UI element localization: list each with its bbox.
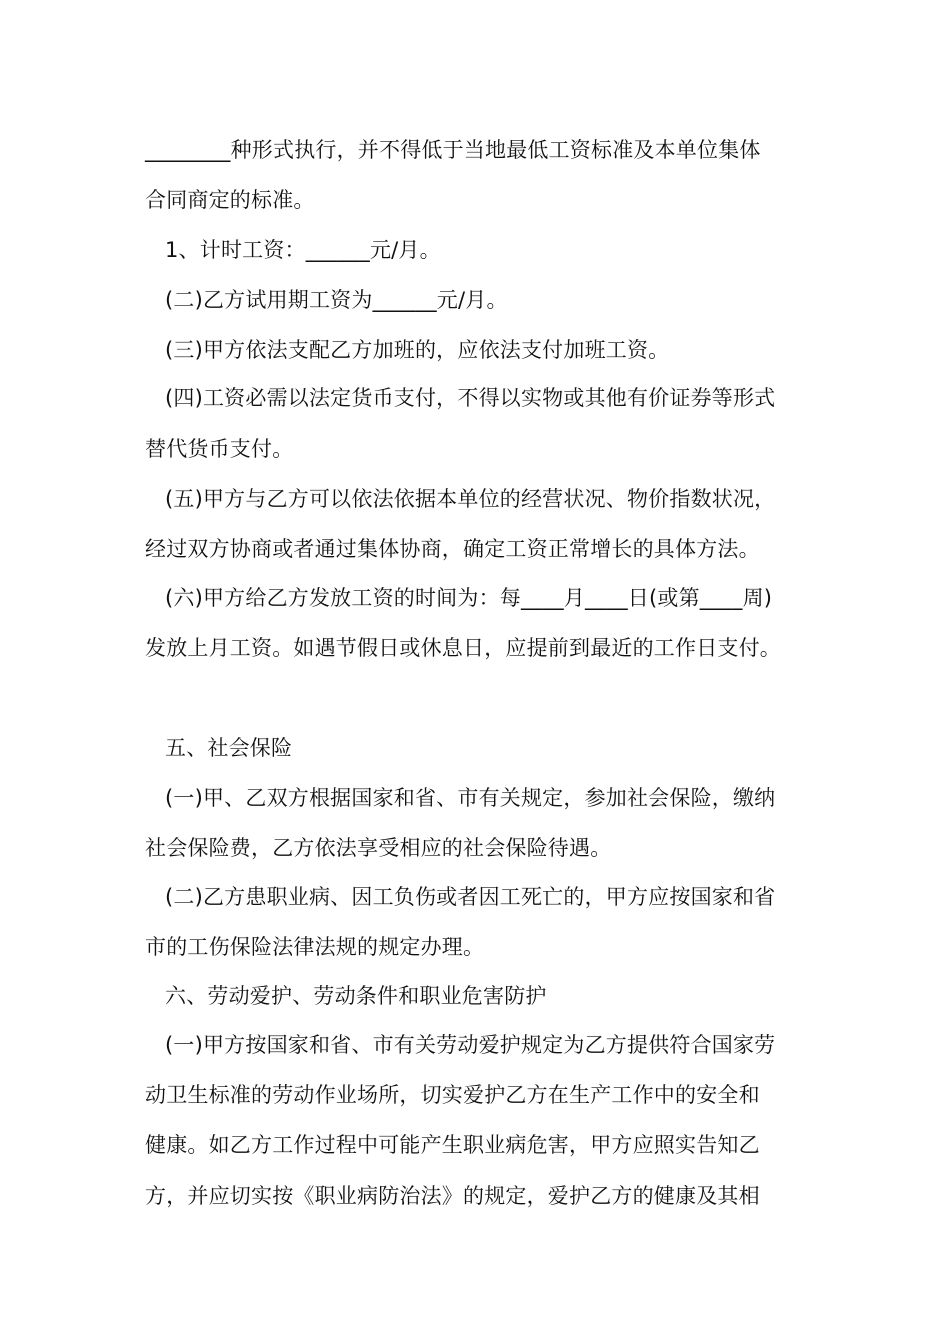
text-line: (一)甲方按国家和省、市有关劳动爱护规定为乙方提供符合国家劳 bbox=[165, 1033, 776, 1057]
section-heading: 五、社会保险 bbox=[165, 736, 293, 760]
text-line: (二)乙方试用期工资为______元/月。 bbox=[165, 288, 508, 312]
text-line: (三)甲方依法支配乙方加班的，应依法支付加班工资。 bbox=[165, 338, 670, 362]
text-line: (二)乙方患职业病、因工负伤或者因工死亡的，甲方应按国家和省 bbox=[165, 885, 776, 909]
text-line: ________种形式执行，并不得低于当地最低工资标准及本单位集体 bbox=[145, 138, 761, 162]
text-line: 经过双方协商或者通过集体协商，确定工资正常增长的具体方法。 bbox=[145, 537, 760, 561]
section-heading: 六、劳动爱护、劳动条件和职业危害防护 bbox=[165, 984, 547, 1008]
text-line: (五)甲方与乙方可以依法依据本单位的经营状况、物价指数状况， bbox=[165, 487, 776, 511]
text-line: (四)工资必需以法定货币支付，不得以实物或其他有价证券等形式 bbox=[165, 386, 776, 410]
text-line: (一)甲、乙双方根据国家和省、市有关规定，参加社会保险，缴纳 bbox=[165, 786, 776, 810]
text-line: 社会保险费，乙方依法享受相应的社会保险待遇。 bbox=[145, 836, 612, 860]
text-line: (六)甲方给乙方发放工资的时间为：每____月____日(或第____周) bbox=[165, 586, 773, 610]
text-line: 合同商定的标准。 bbox=[145, 188, 315, 212]
text-line: 替代货币支付。 bbox=[145, 437, 294, 461]
text-line: 市的工伤保险法律法规的规定办理。 bbox=[145, 935, 485, 959]
text-line: 发放上月工资。如遇节假日或休息日，应提前到最近的工作日支付。 bbox=[145, 636, 781, 660]
text-line: 健康。如乙方工作过程中可能产生职业病危害，甲方应照实告知乙 bbox=[145, 1133, 760, 1157]
text-line: 动卫生标准的劳动作业场所，切实爱护乙方在生产工作中的安全和 bbox=[145, 1083, 760, 1107]
text-line: 方，并应切实按《职业病防治法》的规定，爱护乙方的健康及其相 bbox=[145, 1184, 760, 1208]
text-line: 1、计时工资：______元/月。 bbox=[165, 238, 441, 262]
